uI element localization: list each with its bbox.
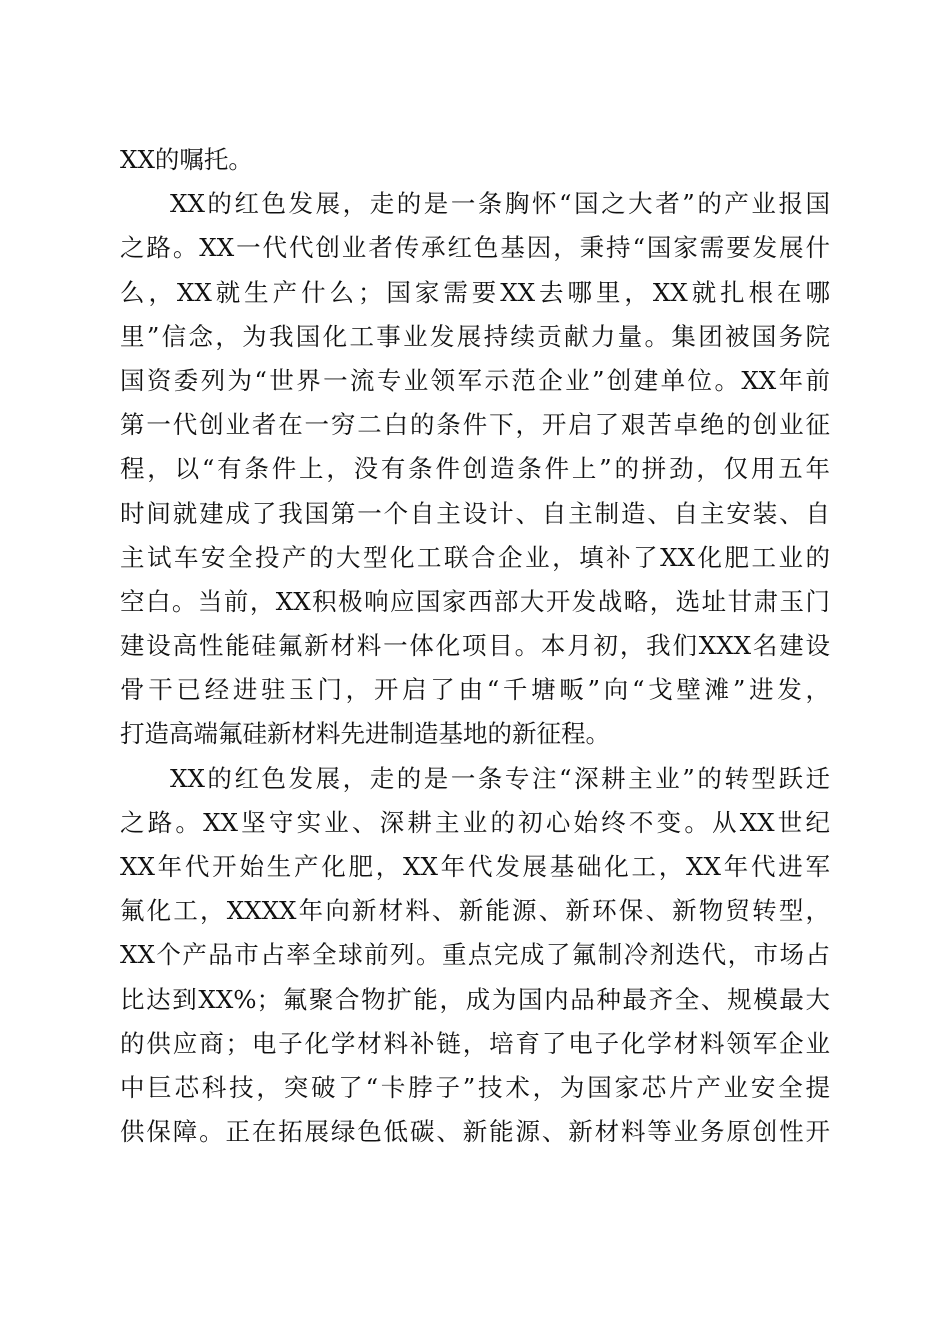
text-line: 氟化工，XXXX年向新材料、新能源、新环保、新物贸转型， — [120, 896, 830, 926]
text-line: XX的嘱托。 — [120, 145, 253, 174]
text-line: XX个产品市占率全球前列。重点完成了氟制冷剂迭代，市场占 — [120, 940, 830, 970]
text-line: 之路。XX坚守实业、深耕主业的初心始终不变。从XX世纪 — [120, 807, 830, 837]
text-line: 么，XX就生产什么；国家需要XX去哪里，XX就扎根在哪 — [120, 277, 830, 307]
text-line: 建设高性能硅氟新材料一体化项目。本月初，我们XXX名建设 — [120, 631, 830, 661]
text-line: 里”信念，为我国化工事业发展持续贡献力量。集团被国务院 — [120, 321, 830, 351]
text-line: 程，以“有条件上，没有条件创造条件上”的拼劲，仅用五年 — [120, 454, 830, 484]
paragraph-start-line: XX的红色发展，走的是一条胸怀“国之大者”的产业报国 — [170, 189, 830, 219]
text-line: 中巨芯科技，突破了“卡脖子”技术，为国家芯片产业安全提 — [120, 1072, 830, 1102]
text-line: 的供应商；电子化学材料补链，培育了电子化学材料领军企业 — [120, 1028, 830, 1058]
text-line: 时间就建成了我国第一个自主设计、自主制造、自主安装、自 — [120, 498, 830, 528]
text-line: 空白。当前，XX积极响应国家西部大开发战略，选址甘肃玉门 — [120, 586, 830, 616]
text-line: 打造高端氟硅新材料先进制造基地的新征程。 — [120, 719, 610, 749]
body-text — [120, 138, 830, 1154]
text-line: XX年代开始生产化肥，XX年代发展基础化工，XX年代进军 — [120, 852, 830, 881]
text-line: 之路。XX一代代创业者传承红色基因，秉持“国家需要发展什 — [120, 233, 830, 263]
text-line: 国资委列为“世界一流专业领军示范企业”创建单位。XX年前 — [120, 365, 830, 395]
paragraph-start-line: XX的红色发展，走的是一条专注“深耕主业”的转型跃迁 — [170, 763, 830, 793]
text-line: 主试车安全投产的大型化工联合企业，填补了XX化肥工业的 — [120, 542, 830, 572]
text-line: 第一代创业者在一穷二白的条件下，开启了艰苦卓绝的创业征 — [120, 410, 830, 440]
text-line: 供保障。正在拓展绿色低碳、新能源、新材料等业务原创性开 — [120, 1117, 830, 1147]
text-line: 比达到XX%；氟聚合物扩能，成为国内品种最齐全、规模最大 — [120, 984, 830, 1014]
text-line: 骨干已经进驻玉门，开启了由“千塘畈”向“戈壁滩”进发， — [120, 675, 830, 705]
